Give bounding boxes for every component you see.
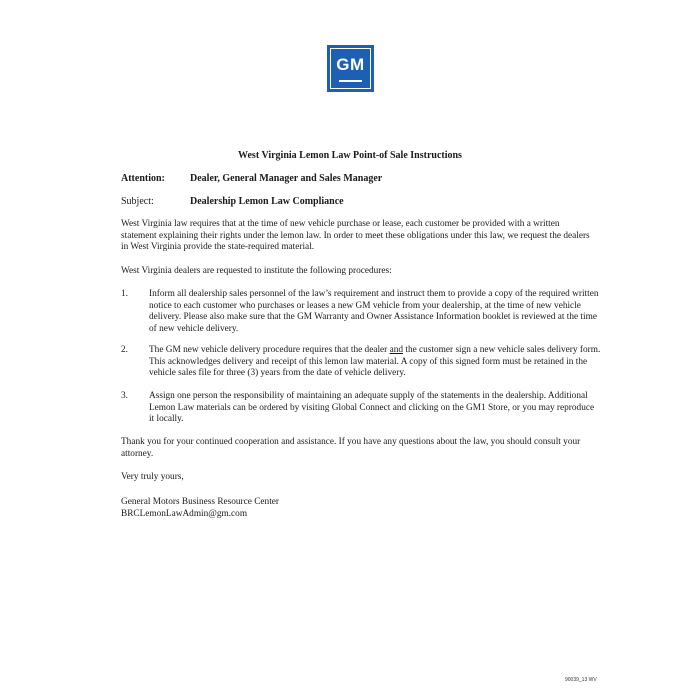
closing-line: Very truly yours, xyxy=(121,472,184,482)
procedure-text: Assign one person the responsibility of maintaining an adequate supply of the statements in the dealership. Additional Lemon Law materials can be ordered by visiting Global Connect and clicking on the GM1 Store, or you may reproduce it locally. xyxy=(149,391,595,425)
procedure-text-after: the customer sign a new vehicle sales delivery form. This acknowledges delivery and receipt of this lemon law material. A copy of this signed form must be retained in the vehicle sales file for three (3) years from the date of vehicle delivery. xyxy=(149,345,601,379)
footer-code: 90039_13 WV xyxy=(565,677,597,683)
logo-underline xyxy=(339,80,362,82)
signature-org: General Motors Business Resource Center xyxy=(121,497,280,507)
gm-logo xyxy=(327,45,374,92)
procedure-text: Inform all dealership sales personnel of the law’s requirement and instruct them to provide a copy of the required written notice to each customer who purchases or leases a new GM vehicle from your dealership, at the time of new vehicle delivery. Please also make sure that the GM Warranty and Owner Assistance Information booklet is reviewed at the time of new vehicle delivery. xyxy=(149,289,599,334)
underlined-word: and xyxy=(389,345,404,355)
subject-value: Dealership Lemon Law Compliance xyxy=(190,196,344,207)
logo-text: GM xyxy=(336,54,365,74)
attention-label: Attention: xyxy=(121,173,165,184)
subject-label: Subject: xyxy=(121,196,154,207)
subject-row xyxy=(121,196,344,207)
procedure-number: 3. xyxy=(121,391,128,401)
procedure-text xyxy=(149,345,601,380)
procedure-number: 1. xyxy=(121,289,128,299)
attention-row xyxy=(121,173,382,184)
procedure-text-before: The GM new vehicle delivery procedure requires that the dealer xyxy=(149,345,390,355)
attention-value: Dealer, General Manager and Sales Manager xyxy=(190,173,383,184)
procedure-number: 2. xyxy=(121,345,128,355)
document-title: West Virginia Lemon Law Point-of Sale Instructions xyxy=(238,150,462,161)
intro-paragraph: West Virginia law requires that at the time of new vehicle purchase or lease, each customer be provided with a written statement explaining their rights under the lemon law. In order to meet these obligations under this law, we request the dealers in West Virginia provide the state-required material. xyxy=(121,219,590,253)
thanks-paragraph: Thank you for your continued cooperation and assistance. If you have any questions about the law, you should consult your attorney. xyxy=(121,437,581,459)
lead-paragraph: West Virginia dealers are requested to institute the following procedures: xyxy=(121,266,392,276)
signature-email: BRCLemonLawAdmin@gm.com xyxy=(121,509,248,519)
